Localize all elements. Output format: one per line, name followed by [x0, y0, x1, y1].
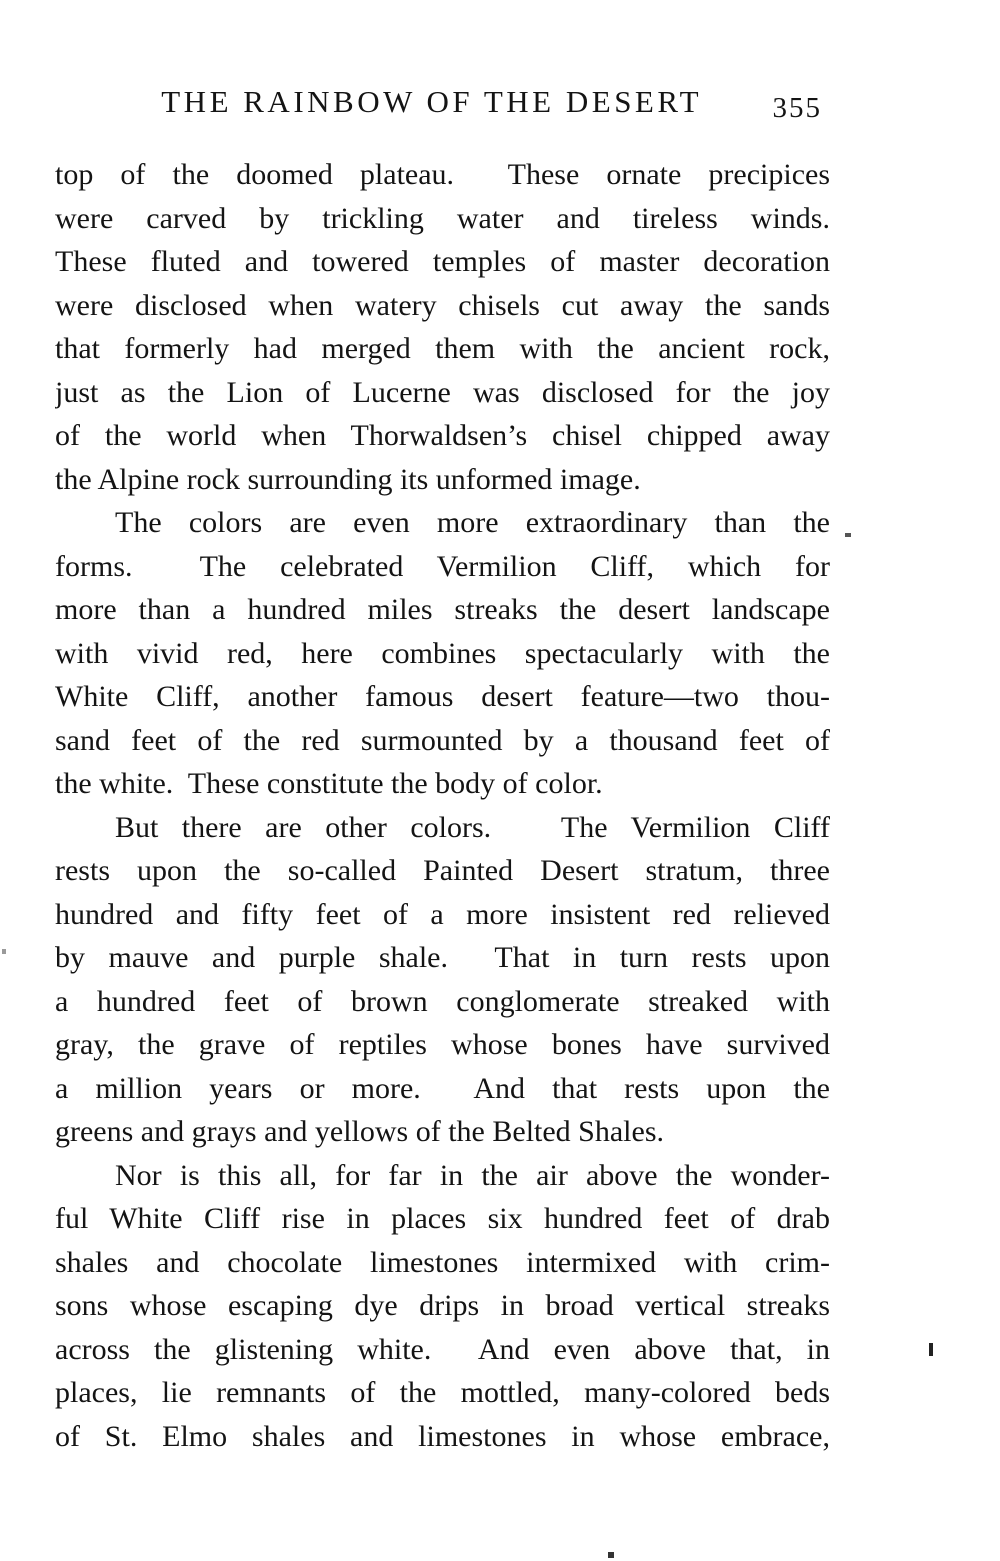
text-line: across the glistening white. And even above that, in	[55, 1332, 830, 1366]
text-line: a million years or more. And that rests upon the	[55, 1071, 830, 1105]
text-line: just as the Lion of Lucerne was disclosed for the joy	[55, 375, 830, 409]
text-line: greens and grays and yellows of the Belted Shales.	[55, 1115, 665, 1148]
text-line: were carved by trickling water and tireless winds.	[55, 201, 830, 235]
text-line: gray, the grave of reptiles whose bones have survived	[55, 1028, 830, 1061]
text-line: ful White Cliff rise in places six hundred feet of drab	[55, 1202, 830, 1235]
body-text	[55, 153, 830, 1458]
paragraph	[55, 501, 830, 806]
text-line: were disclosed when watery chisels cut away the sands	[55, 288, 830, 322]
paragraph	[55, 806, 830, 1154]
text-line: top of the doomed plateau. These ornate precipices	[55, 158, 830, 191]
paragraph	[55, 153, 830, 501]
text-line: sand feet of the red surmounted by a thousand feet of	[55, 723, 830, 757]
text-line: the Alpine rock surrounding its unformed image.	[55, 462, 641, 496]
scan-artifact	[608, 1552, 614, 1558]
text-line: sons whose escaping dye drips in broad vertical streaks	[55, 1289, 830, 1322]
text-line: places, lie remnants of the mottled, many-colored beds	[55, 1376, 830, 1409]
text-line: that formerly had merged them with the ancient rock,	[55, 332, 830, 365]
scan-artifact	[845, 533, 851, 537]
text-line: with vivid red, here combines spectacularly with the	[55, 636, 830, 670]
text-line: The colors are even more extraordinary than the	[115, 506, 830, 539]
running-title: THE RAINBOW OF THE DESERT	[161, 84, 703, 119]
text-line: forms. The celebrated Vermilion Cliff, which for	[55, 549, 830, 583]
text-line: These fluted and towered temples of master decoration	[55, 245, 830, 278]
text-line: of the world when Thorwaldsen’s chisel chipped away	[55, 419, 830, 452]
text-line: by mauve and purple shale. That in turn rests upon	[55, 941, 830, 974]
text-line: Nor is this all, for far in the air above the wonder-	[115, 1158, 830, 1192]
text-line: White Cliff, another famous desert feature—two thou-	[55, 680, 830, 713]
page-number: 355	[772, 92, 822, 124]
text-line: But there are other colors. The Vermilion Cliff	[115, 810, 830, 844]
scan-artifact	[929, 1343, 933, 1356]
text-line: of St. Elmo shales and limestones in whose embrace,	[55, 1419, 830, 1453]
scan-artifact	[2, 949, 6, 954]
text-line: hundred and fifty feet of a more insistent red relieved	[55, 897, 830, 931]
text-line: rests upon the so-called Painted Desert stratum, three	[55, 854, 830, 887]
text-line: the white. These constitute the body of color.	[55, 767, 603, 800]
page-header	[55, 84, 830, 124]
text-line: a hundred feet of brown conglomerate streaked with	[55, 984, 830, 1018]
paragraph	[55, 1154, 830, 1459]
text-line: shales and chocolate limestones intermixed with crim-	[55, 1245, 830, 1279]
text-line: more than a hundred miles streaks the desert landscape	[55, 593, 830, 626]
